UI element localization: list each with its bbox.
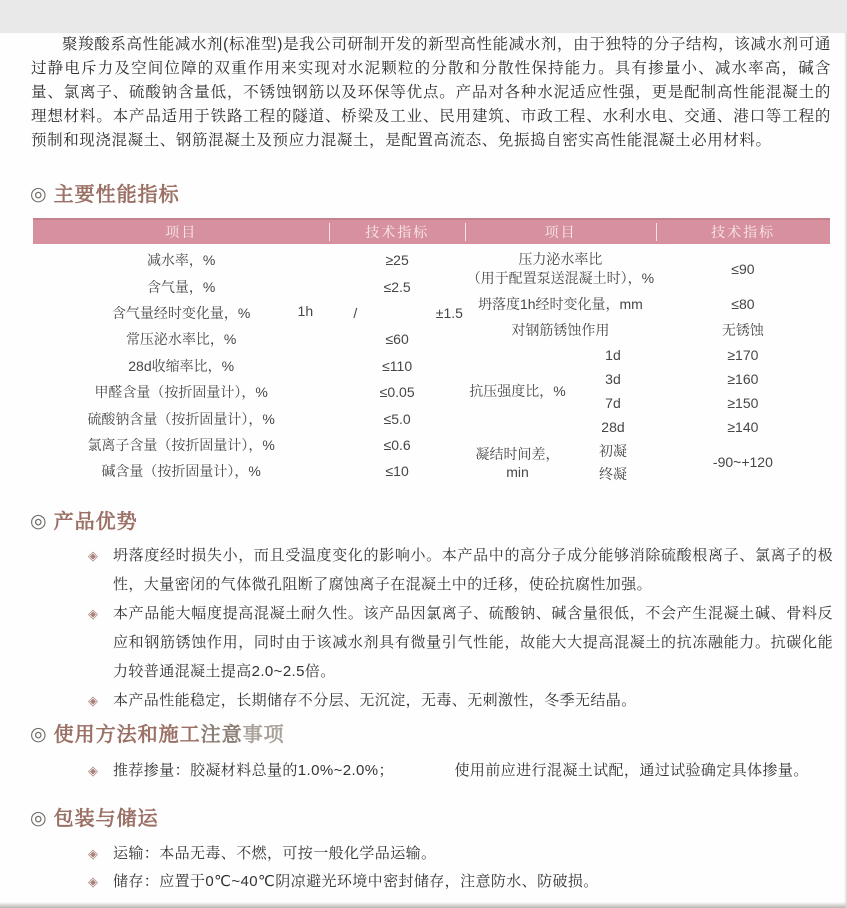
section-marker-icon: ◎ xyxy=(30,184,48,205)
row-label xyxy=(465,250,656,288)
table-header-row xyxy=(33,218,830,244)
group-subrows xyxy=(570,439,656,485)
packaging-list xyxy=(0,840,847,896)
dosage-text xyxy=(113,756,833,785)
table-row xyxy=(33,405,465,431)
list-item xyxy=(0,756,833,785)
usage-list xyxy=(0,756,847,785)
row-value: ≤80 xyxy=(731,296,755,312)
row-value: 无锈蚀 xyxy=(721,322,764,338)
list-item-text: 运输：本品无毒、不燃，可按一般化学品运输。 xyxy=(113,845,437,862)
age-value: ≥150 xyxy=(727,395,759,411)
section-heading-packaging xyxy=(30,806,847,832)
section-title-packaging: 包装与储运 xyxy=(53,808,159,830)
section-marker-icon: ◎ xyxy=(30,724,48,745)
row-sublabel: 1h xyxy=(297,302,314,319)
intro-paragraph: 聚羧酸系高性能减水剂(标准型)是我公司研制开发的新型高性能减水剂，由于独特的分子结构，该减水剂可通过静电斥力及空间位障的双重作用来实现对水泥颗粒的分散和分散性保持能力。具有掺量小、减水率高，碱含量、氯离子、硫酸钠含量低，不锈蚀钢筋以及环保等优点。产品对各种水泥适应性强，更是配制高性能混凝土的理想材料。本产品适用于铁路工程的隧道、桥梁及工业、民用建筑、市政工程、水利水电、交通、港口等工程的预制和现浇混凝土、钢筋混凝土及预应力混凝土，是配置高流态、免振捣自密实高性能混凝土必用材料。 xyxy=(31,36,831,149)
list-item-text: 坍落度经时损失小，而且受温度变化的影响小。本产品中的高分子成分能够消除硫酸根离子、氯离子的极性，大量密闭的气体微孔阻断了腐蚀离子在混凝土中的迁移，使砼抗腐性加强。 xyxy=(113,547,833,593)
dosage-note: 使用前应进行混凝土试配，通过试验确定具体掺量。 xyxy=(454,762,809,779)
list-item-text: 本产品能大幅度提高混凝土耐久性。该产品因氯离子、硫酸钠、碱含量很低，不会产生混凝土碱、骨料反应和钢筋锈蚀作用，同时由于该减水剂具有微量引气性能，故能大大提高混凝土的抗冻融能力。抗碳化能力较普通混凝土提高2.0~2.5倍。 xyxy=(113,605,833,680)
row-value: ≤0.05 xyxy=(379,384,415,401)
table-row xyxy=(465,291,830,317)
row-value: ≤2.5 xyxy=(383,278,411,295)
group-values xyxy=(656,343,830,439)
diamond-bullet-icon: ◈ xyxy=(88,548,99,563)
row-value: ≤0.6 xyxy=(383,436,411,453)
row-label: 对钢筋锈蚀作用 xyxy=(511,321,610,338)
list-item xyxy=(0,599,833,686)
section-title-usage-mid: 注意 xyxy=(200,724,243,746)
row-value xyxy=(329,305,465,321)
section-title-usage-tail: 事项 xyxy=(242,724,285,746)
table-group-strength xyxy=(465,343,830,439)
table-body xyxy=(33,244,830,485)
row-value: ≥25 xyxy=(385,252,409,269)
table-row xyxy=(33,458,465,484)
row-label: 常压泌水率比，% xyxy=(125,331,237,348)
age-label: 1d xyxy=(605,347,621,363)
table-right-block xyxy=(465,247,830,485)
group-label: 凝结时间差，min xyxy=(475,446,560,480)
dosage-recommendation: 推荐掺量：胶凝材料总量的1.0%~2.0%； xyxy=(113,762,394,779)
setting-value: -90~+120 xyxy=(712,454,773,470)
list-item-text: 本产品性能稳定，长期储存不分层、无沉淀，无毒、无刺激性，冬季无结晶。 xyxy=(113,692,637,709)
row-label xyxy=(33,303,329,323)
row-value-number: ±1.5 xyxy=(435,304,463,321)
row-label: 含气量，% xyxy=(146,278,216,295)
table-row xyxy=(33,326,465,352)
diamond-bullet-icon: ◈ xyxy=(88,606,99,621)
section-heading-usage xyxy=(30,722,847,748)
table-header-cell: 技术指标 xyxy=(329,220,464,244)
row-label-line1: 压力泌水率比 xyxy=(518,251,603,267)
list-item xyxy=(0,686,833,715)
age-label: 7d xyxy=(605,395,621,411)
group-ages xyxy=(570,343,656,439)
diamond-bullet-icon: ◈ xyxy=(88,693,99,708)
section-marker-icon: ◎ xyxy=(30,511,48,532)
table-header-cell: 项目 xyxy=(465,220,656,244)
table-header-cell: 技术指标 xyxy=(656,220,830,244)
setting-sub-label: 初凝 xyxy=(598,442,627,459)
table-left-block xyxy=(33,247,465,485)
table-header-cell: 项目 xyxy=(165,224,198,240)
diamond-bullet-icon: ◈ xyxy=(88,874,99,889)
list-item xyxy=(0,840,833,868)
row-label: 28d收缩率比，% xyxy=(128,357,235,374)
section-title-advantages: 产品优势 xyxy=(53,511,138,533)
list-item-text: 储存：应置于0℃~40℃阴凉避光环境中密封储存，注意防水、防破损。 xyxy=(113,873,599,890)
setting-sub-label: 终凝 xyxy=(598,465,627,482)
row-label: 减水率，% xyxy=(146,252,216,269)
section-heading-advantages xyxy=(30,509,847,535)
table-row xyxy=(465,317,830,343)
section-title-usage-main: 使用方法和施工 xyxy=(53,724,201,746)
list-item xyxy=(0,868,833,896)
group-values xyxy=(656,439,830,485)
document-page xyxy=(0,33,847,908)
scan-edge-artifact xyxy=(0,902,847,908)
row-value: ≤60 xyxy=(385,331,409,348)
row-label: 氯离子含量（按折固量计），% xyxy=(87,436,275,453)
section-marker-icon: ◎ xyxy=(30,808,48,829)
row-value: ≤5.0 xyxy=(383,410,411,427)
age-value: ≥170 xyxy=(727,347,759,363)
age-value: ≥160 xyxy=(727,371,759,387)
table-row xyxy=(465,247,830,291)
diamond-bullet-icon: ◈ xyxy=(88,846,99,861)
group-label: 抗压强度比，% xyxy=(469,383,566,399)
row-label-line2: （用于配置泵送混凝土时），% xyxy=(466,270,655,286)
age-label: 28d xyxy=(601,419,625,435)
table-row xyxy=(33,379,465,405)
row-label: 甲醛含量（按折固量计），% xyxy=(94,384,268,401)
row-value: ≤110 xyxy=(382,357,413,374)
table-row xyxy=(33,300,465,326)
row-value: ≤90 xyxy=(731,261,755,277)
row-label: 碱含量（按折固量计），% xyxy=(101,463,261,480)
row-label-text: 含气量经时变化量，% xyxy=(111,304,251,321)
row-value: ≤10 xyxy=(385,463,409,480)
table-row xyxy=(33,432,465,458)
table-row xyxy=(33,247,465,273)
advantages-list xyxy=(0,541,847,715)
table-group-setting-time xyxy=(465,439,830,485)
performance-table xyxy=(33,218,830,485)
diamond-bullet-icon: ◈ xyxy=(88,763,99,778)
row-label: 坍落度1h经时变化量，mm xyxy=(477,295,643,312)
section-heading-performance xyxy=(30,182,847,208)
row-label: 硫酸钠含量（按折固量计），% xyxy=(87,410,275,427)
age-label: 3d xyxy=(605,371,621,387)
table-row xyxy=(33,353,465,379)
list-item xyxy=(0,541,833,599)
row-value-slash: / xyxy=(353,304,358,321)
table-row xyxy=(33,273,465,299)
section-title-performance: 主要性能指标 xyxy=(53,184,180,206)
age-value: ≥140 xyxy=(727,419,759,435)
